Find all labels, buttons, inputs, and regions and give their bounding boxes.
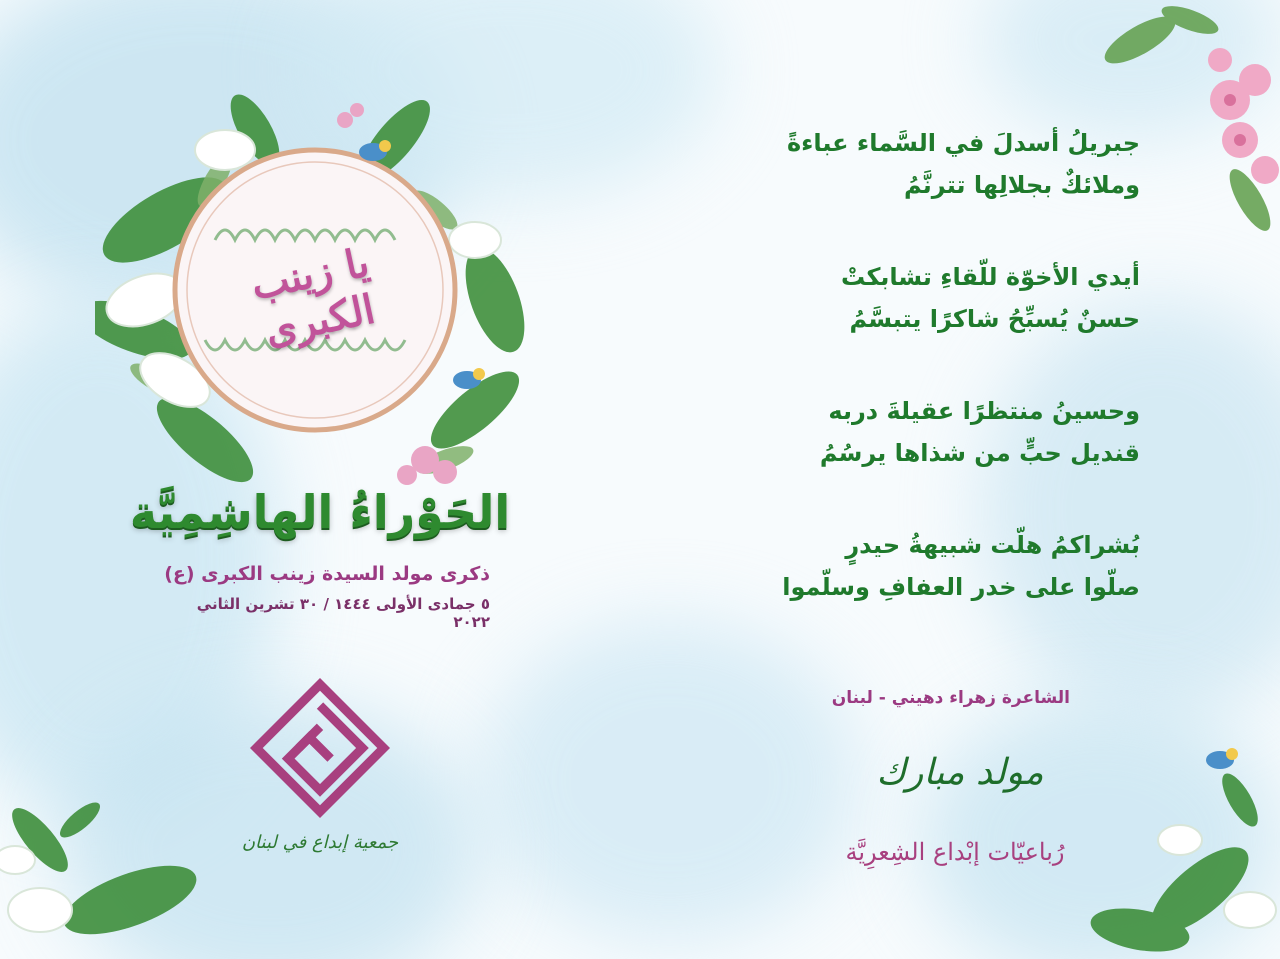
series-signature: رُباعيّات إبْداع الشِعرِيَّة xyxy=(845,838,1065,866)
bottom-right-floral-icon xyxy=(1080,740,1280,959)
poem-line: قنديل حبٍّ من شذاها يرسُمُ xyxy=(819,439,1140,467)
poem-line: وملائكٌ بجلالِها تترنَّمُ xyxy=(903,171,1140,199)
emblem-calligraphy: يا زينب الكبرى xyxy=(246,238,379,355)
greeting-calligraphy: مولد مبارك xyxy=(876,752,1044,793)
stanza xyxy=(740,524,1140,608)
poem-line: صلّوا على خدر العفافِ وسلّموا xyxy=(782,573,1140,601)
poet-credit: الشاعرة زهراء دهيني - لبنان xyxy=(831,688,1070,708)
poem-line: أيدي الأخوّة للّقاءِ تشابكتْ xyxy=(841,263,1140,291)
poem-line: حسنٌ يُسبِّحُ شاكرًا يتبسَّمُ xyxy=(849,305,1140,333)
poem-line: بُشراكمُ هلّت شبيهةُ حيدرٍ xyxy=(845,531,1140,559)
top-right-floral-icon xyxy=(1080,0,1280,240)
occasion-date: ٥ جمادى الأولى ١٤٤٤ / ٣٠ تشرين الثاني ٢٠٢٢ xyxy=(196,595,490,631)
page-title: الحَوْراءُ الهاشِمِيَّة xyxy=(129,485,511,539)
poem-line: وحسينُ منتظرًا عقيلةَ دربه xyxy=(828,397,1140,425)
poem-line: جبريلُ أسدلَ في السَّماء عباءةً xyxy=(786,129,1140,157)
kufic-logo-icon xyxy=(250,678,390,818)
stanza xyxy=(740,256,1140,340)
occasion-subtitle: ذكرى مولد السيدة زينب الكبرى (ع) xyxy=(164,563,490,585)
association-signature: جمعية إبداع في لبنان xyxy=(241,832,399,853)
bottom-left-floral-icon xyxy=(0,780,220,959)
stanza xyxy=(740,390,1140,474)
